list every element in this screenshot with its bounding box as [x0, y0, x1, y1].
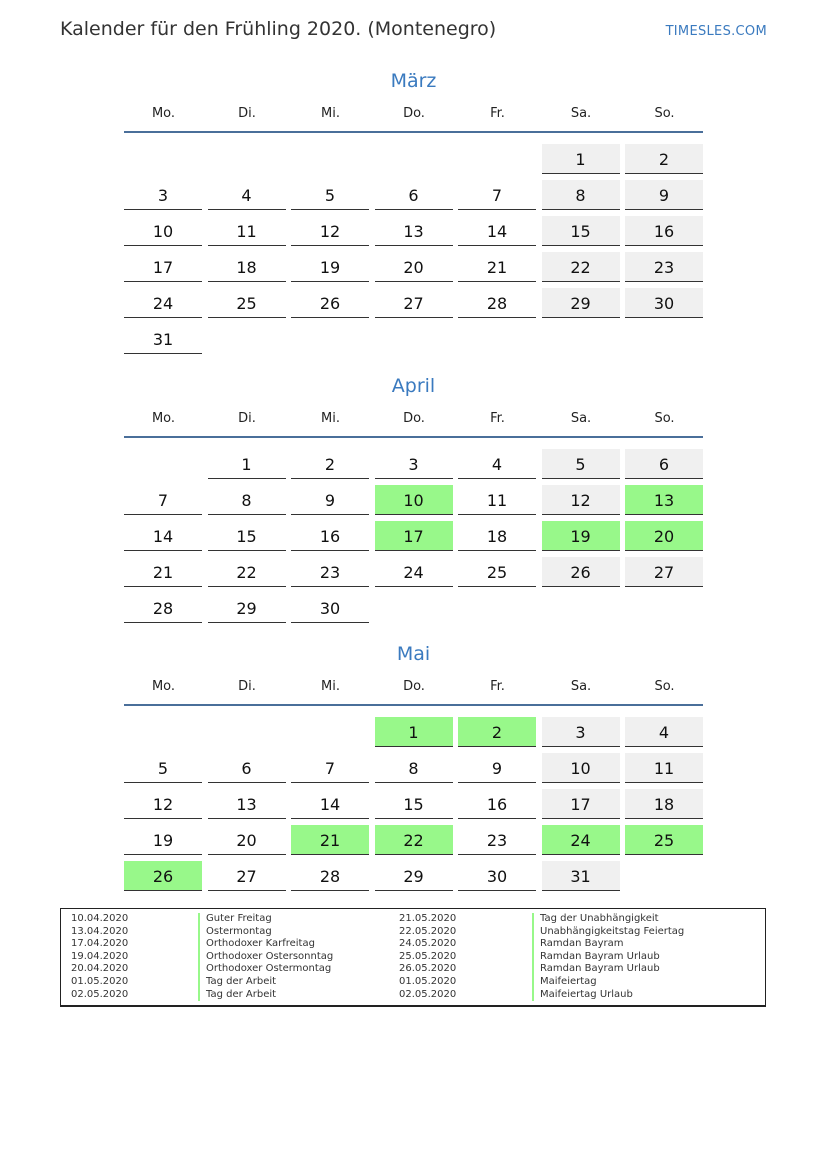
day-cell: 9 [291, 485, 369, 515]
day-cell: 27 [208, 861, 286, 891]
holiday-day-cell: 24 [542, 825, 620, 855]
legend-holiday-name: Ostermontag [206, 925, 272, 937]
day-cell: 28 [458, 288, 536, 318]
legend-holiday-name: Orthodoxer Ostermontag [206, 963, 332, 975]
weekday-header: Mo. [151, 411, 176, 426]
weekday-header: Sa. [570, 679, 592, 694]
day-cell: 19 [124, 825, 202, 855]
day-cell: 1 [542, 144, 620, 174]
day-cell: 22 [542, 252, 620, 282]
day-cell: 6 [208, 753, 286, 783]
legend-holiday-name: Tag der Arbeit [206, 988, 277, 1000]
legend-right-names [540, 913, 684, 1001]
day-cell: 17 [542, 789, 620, 819]
day-cell: 23 [291, 557, 369, 587]
day-cell: 16 [291, 521, 369, 551]
legend-date: 02.05.2020 [399, 988, 457, 1000]
day-cell: 10 [124, 216, 202, 246]
day-cell: 30 [625, 288, 703, 318]
day-cell: 12 [124, 789, 202, 819]
weekday-header: Do. [403, 679, 425, 694]
day-cell: 19 [291, 252, 369, 282]
day-cell: 29 [208, 593, 286, 623]
legend-date: 24.05.2020 [399, 938, 457, 950]
month-divider [124, 704, 703, 706]
day-cell: 12 [542, 485, 620, 515]
day-cell: 5 [542, 449, 620, 479]
month-title: Mai [396, 643, 431, 665]
day-cell: 3 [542, 717, 620, 747]
weekday-header: Sa. [570, 411, 592, 426]
holiday-day-cell: 19 [542, 521, 620, 551]
legend-holiday-name: Tag der Unabhängigkeit [540, 913, 659, 924]
day-cell: 15 [542, 216, 620, 246]
day-cell: 8 [542, 180, 620, 210]
day-cell: 5 [124, 753, 202, 783]
day-cell: 12 [291, 216, 369, 246]
day-cell: 17 [124, 252, 202, 282]
day-cell: 7 [291, 753, 369, 783]
holiday-legend [60, 908, 766, 1007]
day-cell: 29 [375, 861, 453, 891]
weekday-header: Fr. [490, 106, 505, 121]
weekday-header: Do. [403, 106, 425, 121]
holiday-day-cell: 17 [375, 521, 453, 551]
weekday-header: Mo. [151, 106, 176, 121]
day-cell: 16 [625, 216, 703, 246]
day-cell: 10 [542, 753, 620, 783]
day-cell: 24 [375, 557, 453, 587]
day-cell: 2 [291, 449, 369, 479]
day-cell: 5 [291, 180, 369, 210]
legend-date: 02.05.2020 [71, 988, 129, 1000]
day-cell: 18 [208, 252, 286, 282]
day-cell: 25 [458, 557, 536, 587]
legend-left-dates [71, 913, 128, 1001]
page-title: Kalender für den Frühling 2020. (Montenegro) [60, 18, 497, 40]
weekday-header: So. [654, 679, 675, 694]
legend-date: 26.05.2020 [399, 963, 457, 975]
weekday-header: Sa. [570, 106, 592, 121]
day-cell: 22 [208, 557, 286, 587]
day-cell: 18 [625, 789, 703, 819]
day-cell: 21 [458, 252, 536, 282]
legend-date: 22.05.2020 [399, 925, 457, 937]
day-cell: 7 [458, 180, 536, 210]
holiday-day-cell: 22 [375, 825, 453, 855]
day-cell: 14 [291, 789, 369, 819]
holiday-day-cell: 1 [375, 717, 453, 747]
day-cell: 31 [542, 861, 620, 891]
legend-holiday-name: Tag der Arbeit [206, 975, 277, 987]
legend-holiday-name: Ramdan Bayram Urlaub [540, 950, 660, 962]
day-cell: 11 [458, 485, 536, 515]
day-cell: 3 [124, 180, 202, 210]
holiday-day-cell: 25 [625, 825, 703, 855]
month-divider [124, 131, 703, 133]
weekday-header: So. [654, 106, 675, 121]
legend-date: 25.05.2020 [399, 950, 457, 962]
day-cell: 9 [625, 180, 703, 210]
holiday-day-cell: 2 [458, 717, 536, 747]
day-cell: 28 [124, 593, 202, 623]
weekday-header: Mo. [151, 679, 176, 694]
legend-holiday-name: Maifeiertag Urlaub [540, 988, 633, 1000]
legend-holiday-name: Ramdan Bayram [540, 938, 624, 950]
legend-date: 17.04.2020 [71, 938, 129, 950]
legend-holiday-name: Ramdan Bayram Urlaub [540, 963, 660, 975]
legend-date: 20.04.2020 [71, 963, 129, 975]
day-cell: 15 [375, 789, 453, 819]
day-cell: 27 [625, 557, 703, 587]
day-cell: 4 [458, 449, 536, 479]
holiday-day-cell: 10 [375, 485, 453, 515]
weekday-header: Di. [238, 411, 256, 426]
legend-date: 19.04.2020 [71, 950, 129, 962]
legend-date: 21.05.2020 [399, 913, 457, 924]
legend-date: 13.04.2020 [71, 925, 129, 937]
day-cell: 13 [208, 789, 286, 819]
day-cell: 11 [625, 753, 703, 783]
day-cell: 15 [208, 521, 286, 551]
weekday-header: Do. [403, 411, 425, 426]
holiday-day-cell: 21 [291, 825, 369, 855]
legend-holiday-name: Unabhängigkeitstag Feiertag [540, 925, 685, 937]
day-cell: 25 [208, 288, 286, 318]
legend-date: 01.05.2020 [399, 975, 457, 987]
weekday-header: Fr. [490, 679, 505, 694]
day-cell: 28 [291, 861, 369, 891]
day-cell: 8 [375, 753, 453, 783]
day-cell: 30 [458, 861, 536, 891]
day-cell: 30 [291, 593, 369, 623]
day-cell: 13 [375, 216, 453, 246]
site-link[interactable]: TIMESLES.COM [665, 24, 767, 39]
day-cell: 21 [124, 557, 202, 587]
day-cell: 27 [375, 288, 453, 318]
weekday-header: Di. [238, 106, 256, 121]
legend-left-names [206, 913, 333, 1001]
day-cell: 9 [458, 753, 536, 783]
weekday-header: Mi. [321, 411, 340, 426]
weekday-header: Mi. [321, 679, 340, 694]
day-cell: 7 [124, 485, 202, 515]
weekday-header: Mi. [321, 106, 340, 121]
weekday-header: Di. [238, 679, 256, 694]
day-cell: 24 [124, 288, 202, 318]
legend-holiday-name: Guter Freitag [206, 913, 272, 924]
day-cell: 29 [542, 288, 620, 318]
day-cell: 23 [458, 825, 536, 855]
month-title: März [390, 70, 437, 92]
day-cell: 31 [124, 324, 202, 354]
day-cell: 26 [542, 557, 620, 587]
day-cell: 6 [625, 449, 703, 479]
holiday-day-cell: 13 [625, 485, 703, 515]
day-cell: 11 [208, 216, 286, 246]
day-cell: 23 [625, 252, 703, 282]
legend-holiday-name: Orthodoxer Ostersonntag [206, 950, 334, 962]
day-cell: 26 [291, 288, 369, 318]
month-title: April [391, 375, 436, 397]
day-cell: 18 [458, 521, 536, 551]
day-cell: 20 [208, 825, 286, 855]
month-divider [124, 436, 703, 438]
day-cell: 4 [208, 180, 286, 210]
legend-holiday-name: Maifeiertag [540, 975, 597, 987]
day-cell: 3 [375, 449, 453, 479]
day-cell: 8 [208, 485, 286, 515]
day-cell: 16 [458, 789, 536, 819]
day-cell: 14 [458, 216, 536, 246]
day-cell: 20 [375, 252, 453, 282]
holiday-day-cell: 20 [625, 521, 703, 551]
legend-holiday-name: Orthodoxer Karfreitag [206, 938, 315, 950]
legend-marker [198, 913, 200, 1001]
day-cell: 1 [208, 449, 286, 479]
weekday-header: Fr. [490, 411, 505, 426]
legend-date: 01.05.2020 [71, 975, 129, 987]
legend-right-dates [399, 913, 456, 1001]
day-cell: 2 [625, 144, 703, 174]
day-cell: 6 [375, 180, 453, 210]
weekday-header: So. [654, 411, 675, 426]
legend-marker [532, 913, 534, 1001]
holiday-day-cell: 26 [124, 861, 202, 891]
day-cell: 14 [124, 521, 202, 551]
day-cell: 4 [625, 717, 703, 747]
legend-date: 10.04.2020 [71, 913, 129, 924]
